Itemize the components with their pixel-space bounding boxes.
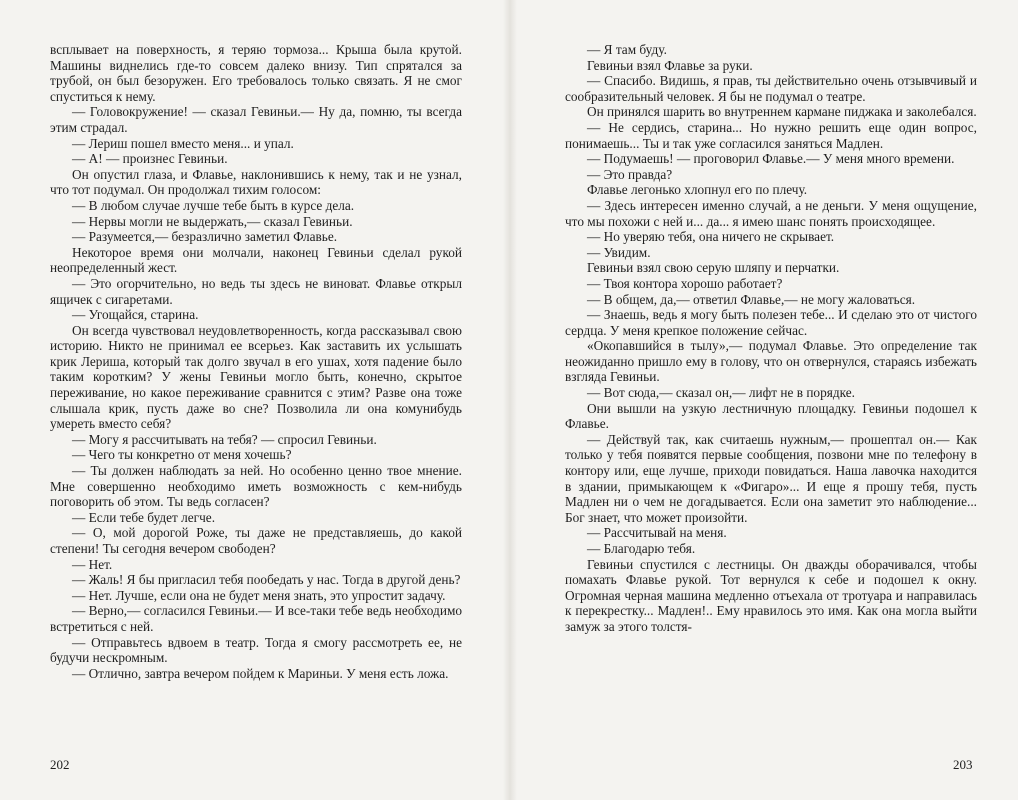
right-page-number: 203 <box>953 757 973 772</box>
paragraph: — Рассчитывай на меня. <box>587 525 727 541</box>
paragraph: «Окопавшийся в тылу»,— подумал Флавье. Это определение так неожиданно пришло ему в голову, что он отвернулся, стараясь избежать взгляда Гевиньи. <box>565 338 977 385</box>
paragraph: — Но уверяю тебя, она ничего не скрывает. <box>587 229 835 245</box>
paragraph: — Нет. <box>72 556 113 572</box>
paragraph: — Разумеется,— безразлично заметил Флавье. <box>72 229 338 245</box>
paragraph: — Ты должен наблюдать за ней. Но особенно ценно твое мнение. Мне совершенно необходимо иметь возможность с кем-нибудь поговорить об этом. Ты ведь согласен? <box>50 463 462 510</box>
paragraph: — Головокружение! — сказал Гевиньи.— Ну да, помню, ты всегда этим страдал. <box>50 104 462 135</box>
paragraph: Он всегда чувствовал неудовлетворенность, когда рассказывал свою историю. Никто не принимал ее всерьез. Как заставить их услышать крик Лериша, который так долго звучал в его ушах, хотя падение было таким коротким? У жены Гевиньи могло быть, конечно, скрытое переживание, но какое переживание сравнится с этим? Разве она тоже слышала крик, пусть даже во сне? Позволила ли она комунибудь умереть вместо себя? <box>50 322 462 432</box>
paragraph: — Действуй так, как считаешь нужным,— прошептал он.— Как только у тебя появятся первые сообщения, позвони мне по телефону в контору или, еще лучше, приходи повидаться. Наша лавочка находится в здании, примыкающем к «Фигаро»... И еще я прошу тебя, пусть Мадлен ни о чем не догадывается. Если она заметит это наблюдение... Бог знает, что может произойти. <box>565 431 977 525</box>
paragraph: — Нервы могли не выдержать,— сказал Гевиньи. <box>72 213 353 229</box>
paragraph: — Благодарю тебя. <box>587 541 696 556</box>
paragraph: — О, мой дорогой Роже, ты даже не представляешь, до какой степени! Ты сегодня вечером свободен? <box>50 525 462 556</box>
paragraph: Он опустил глаза, и Флавье, наклонившись к нему, так и не узнал, что тот подумал. Он продолжал тихим голосом: <box>50 166 462 198</box>
paragraph: — Могу я рассчитывать на тебя? — спросил Гевиньи. <box>72 431 377 447</box>
paragraph: — Вот сюда,— сказал он,— лифт не в порядке. <box>587 385 855 401</box>
paragraph: — Знаешь, ведь я могу быть полезен тебе... И сделаю это от чистого сердца. У меня крепкое положение сейчас. <box>565 307 977 338</box>
paragraph: всплывает на поверхность, я теряю тормоза... Крыша была крутой. Машины виднелись где-то совсем далеко внизу. Тип спрятался за трубой, он был безоружен. Его требовалось только связать. Я не смог спуститься к нему. <box>50 42 462 104</box>
paragraph: — Если тебе будет легче. <box>72 509 216 525</box>
paragraph: — Твоя контора хорошо работает? <box>587 275 783 291</box>
paragraph: — Чего ты конкретно от меня хочешь? <box>72 447 292 463</box>
paragraph: — Здесь интересен именно случай, а не деньги. У меня ощущение, что мы похожи с ней и... да... я имею шанс понять происходящее. <box>565 197 977 229</box>
paragraph: — Верно,— согласился Гевиньи.— И все-таки тебе ведь необходимо встретиться с ней. <box>50 603 463 634</box>
paragraph: — Я там буду. <box>587 42 667 57</box>
paragraph: — Жаль! Я бы пригласил тебя пообедать у нас. Тогда в другой день? <box>72 572 461 588</box>
paragraph: Гевиньи спустился с лестницы. Он дважды оборачивался, чтобы помахать Флавье рукой. Тот вернулся к себе и подошел к окну. Огромная черная машина медленно отъехала от тротуара и направилась к перекрестку... Мадлен!.. Ему нравилось это имя. Как она могла выйти замуж за этого толстя- <box>565 556 977 634</box>
paragraph: — Это правда? <box>587 166 673 182</box>
paragraph: — Это огорчительно, но ведь ты здесь не виноват. Флавье открыл ящичек с сигаретами. <box>50 275 462 307</box>
paragraph: — Подумаешь! — проговорил Флавье.— У меня много времени. <box>587 151 955 167</box>
paragraph: — Не сердись, старина... Но нужно решить еще один вопрос, понимаешь... Ты и так уже согласился заняться Мадлен. <box>565 119 977 151</box>
paragraph: — Лериш пошел вместо меня... и упал. <box>72 135 294 151</box>
right-page <box>565 42 977 635</box>
paragraph: Гевиньи взял Флавье за руки. <box>587 57 753 73</box>
paragraph: — Отлично, завтра вечером пойдем к Мариньи. У меня есть ложа. <box>72 665 449 681</box>
paragraph: — В любом случае лучше тебе быть в курсе дела. <box>72 197 355 213</box>
paragraph: — Увидим. <box>587 244 651 260</box>
paragraph: — Спасибо. Видишь, я прав, ты действительно очень отзывчивый и сообразительный человек. Я бы не подумал о театре. <box>565 73 977 104</box>
paragraph: — А! — произнес Гевиньи. <box>72 151 228 167</box>
book-gutter <box>503 0 517 800</box>
paragraph: Они вышли на узкую лестничную площадку. Гевиньи подошел к Флавье. <box>565 400 977 432</box>
paragraph: — Отправьтесь вдвоем в театр. Тогда я смогу рассмотреть ее, не будучи нескромным. <box>50 634 462 666</box>
paragraph: — Нет. Лучше, если она не будет меня знать, это упростит задачу. <box>72 587 446 603</box>
paragraph: Флавье легонько хлопнул его по плечу. <box>587 182 808 198</box>
paragraph: — В общем, да,— ответил Флавье,— не могу жаловаться. <box>587 291 916 307</box>
left-page <box>50 42 462 681</box>
left-page-number: 202 <box>50 757 70 772</box>
paragraph: Гевиньи взял свою серую шляпу и перчатки. <box>587 260 840 276</box>
paragraph: — Угощайся, старина. <box>72 307 199 323</box>
paragraph: Некоторое время они молчали, наконец Гевиньи сделал рукой неопределенный жест. <box>50 244 462 276</box>
paragraph: Он принялся шарить во внутреннем кармане пиджака и заколебался. <box>587 104 977 120</box>
